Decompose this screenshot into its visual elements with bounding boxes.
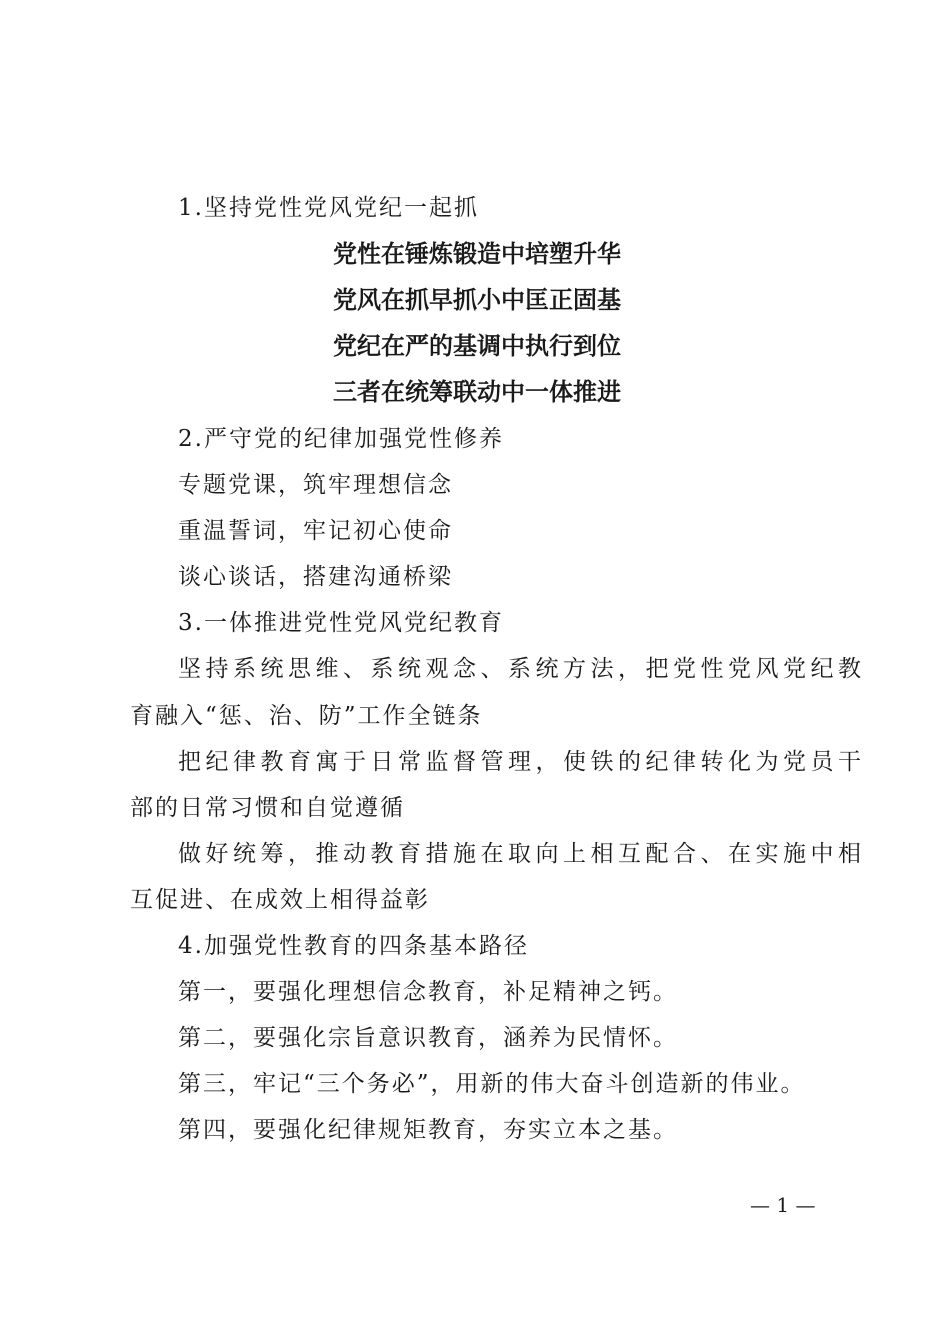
section-2-item-1: 专题党课，筑牢理想信念 — [178, 472, 453, 498]
section-3-paragraph-1-line-1: 坚持系统思维、系统观念、系统方法，把党性党风党纪教 — [178, 656, 866, 682]
section-3-paragraph-2-line-1: 把纪律教育寓于日常监督管理，使铁的纪律转化为党员干 — [178, 749, 866, 775]
section-4-heading: 4.加强党性教育的四条基本路径 — [178, 933, 529, 959]
bold-line-2: 党风在抓早抓小中匡正固基 — [333, 285, 621, 314]
section-4-item-1: 第一，要强化理想信念教育，补足精神之钙。 — [178, 979, 678, 1005]
section-1-heading: 1.坚持党性党风党纪一起抓 — [178, 195, 479, 221]
section-3-paragraph-3-line-1: 做好统筹，推动教育措施在取向上相互配合、在实施中相 — [178, 841, 866, 867]
bold-line-3: 党纪在严的基调中执行到位 — [333, 331, 621, 360]
section-4-item-4: 第四，要强化纪律规矩教育，夯实立本之基。 — [178, 1117, 678, 1143]
section-2-heading: 2.严守党的纪律加强党性修养 — [178, 426, 504, 452]
page-number: — 1 — — [750, 1193, 816, 1217]
section-3-paragraph-1-line-2: 育融入“惩、治、防”工作全链条 — [130, 703, 483, 729]
section-2-item-3: 谈心谈话，搭建沟通桥梁 — [178, 564, 453, 590]
section-4-item-2: 第二，要强化宗旨意识教育，涵养为民情怀。 — [178, 1025, 678, 1051]
section-2-item-2: 重温誓词，牢记初心使命 — [178, 518, 453, 544]
section-4-item-3: 第三，牢记“三个务必”，用新的伟大奋斗创造新的伟业。 — [178, 1071, 806, 1097]
bold-line-1: 党性在锤炼锻造中培塑升华 — [333, 239, 621, 268]
section-3-heading: 3.一体推进党性党风党纪教育 — [178, 610, 504, 636]
bold-line-4: 三者在统筹联动中一体推进 — [333, 377, 621, 406]
section-3-paragraph-2-line-2: 部的日常习惯和自觉遵循 — [130, 795, 405, 821]
section-3-paragraph-3-line-2: 互促进、在成效上相得益彰 — [130, 887, 430, 913]
